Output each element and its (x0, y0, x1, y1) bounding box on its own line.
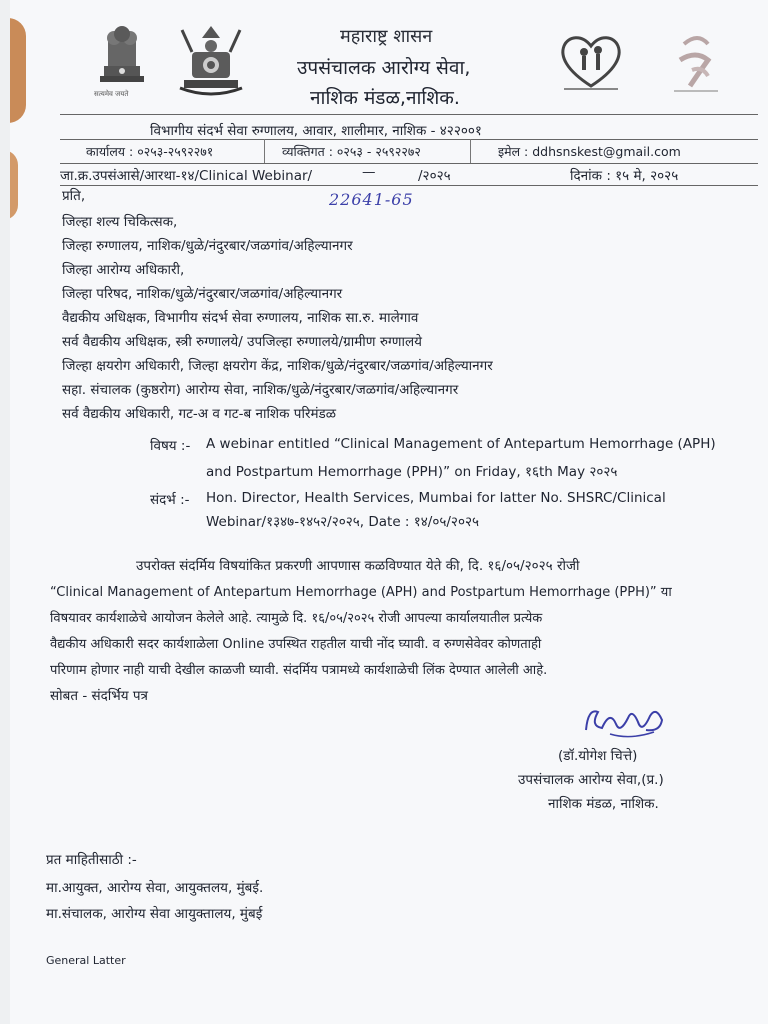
emblem-caption: सत्यमेव जयते (94, 90, 129, 98)
seal-emblem (172, 22, 250, 98)
to-label: प्रति, (62, 188, 86, 204)
header-line-2: उपसंचालक आरोग्य सेवा, (297, 57, 471, 79)
subject-line-2: and Postpartum Hemorrhage (PPH)” on Friday, १६th May २०२५ (206, 464, 618, 480)
recipient-line: सर्व वैद्यकीय अधिकारी, गट-अ व गट-ब नाशिक परिमंडळ (62, 406, 337, 422)
recipient-line: सर्व वैद्यकीय अधिक्षक, स्त्री रुग्णालये/ उपजिल्हा रुग्णालये/ग्रामीण रुग्णालये (62, 334, 422, 350)
body-line: वैद्यकीय अधिकारी सदर कार्यशाळेला Online उपस्थित राहतील याची नोंद घ्यावी. व रुग्णसेवेवर कोणताही (50, 637, 542, 652)
subject-label: विषय :- (150, 438, 191, 454)
signatory-title: उपसंचालक आरोग्य सेवा,(प्र.) (518, 772, 664, 788)
divider (60, 185, 758, 186)
body-line: परिणाम होणार नाही याची देखील काळजी घ्यावी. संदर्मिय पत्रामध्ये कार्यशाळेची लिंक देण्यात आलेली आहे. (50, 663, 548, 678)
handwritten-inward-number: 22641-65 (329, 190, 414, 209)
recipient-line: जिल्हा शल्य चिकित्सक, (62, 214, 178, 230)
department-logo (668, 30, 724, 96)
body-line: विषयावर कार्यशाळेचे आयोजन केलेले आहे. त्यामुळे दि. १६/०५/२०२५ रोजी आपल्या कार्यालयातील प्रत्येक (50, 611, 543, 626)
finger (10, 150, 18, 220)
footer-label: General Latter (46, 954, 126, 967)
reference-year: /२०२५ (418, 168, 451, 184)
copy-item: मा.संचालक, आरोग्य सेवा आयुक्तालय, मुंबई (46, 906, 263, 922)
letter-page (10, 0, 768, 1024)
body-line: उपरोक्त संदर्मिय विषयांकित प्रकरणी आपणास कळविण्यात येते की, दि. १६/०५/२०२५ रोजी (136, 558, 580, 574)
divider (60, 114, 758, 115)
recipient-line: सहा. संचालक (कुष्ठरोग) आरोग्य सेवा, नाशिक/धुळे/नंदुरबार/जळगांव/अहिल्यानगर (62, 382, 459, 398)
divider (60, 139, 758, 140)
reference-dash: — (362, 164, 376, 180)
signatory-name: (डॉ.योगेश चित्ते) (558, 748, 638, 764)
email: इमेल : ddhsnskest@gmail.com (498, 144, 681, 159)
copy-item: मा.आयुक्त, आरोग्य सेवा, आयुक्तलय, मुंबई. (46, 880, 264, 896)
letter-date: दिनांक : १५ मे, २०२५ (570, 168, 679, 184)
subject-line-1: A webinar entitled “Clinical Management of Antepartum Hemorrhage (APH) (206, 436, 716, 452)
finger (10, 18, 26, 123)
body-line: “Clinical Management of Antepartum Hemorrhage (APH) and Postpartum Hemorrhage (PPH)” या (50, 585, 672, 600)
recipient-line: वैद्यकीय अधिक्षक, विभागीय संदर्भ सेवा रुग्णालय, नाशिक सा.रु. मालेगाव (62, 310, 419, 326)
divider (470, 139, 471, 163)
recipient-line: जिल्हा क्षयरोग अधिकारी, जिल्हा क्षयरोग केंद्र, नाशिक/धुळे/नंदुरबार/जळगांव/अहिल्यानगर (62, 358, 493, 374)
personal-phone: व्यक्तिगत : ०२५३ - २५९२२७२ (282, 144, 421, 159)
reference-line-2: Webinar/१३४७-१४५२/२०२५, Date : १४/०५/२०२५ (206, 514, 480, 530)
health-mission-logo (556, 26, 626, 96)
header-line-3: नाशिक मंडळ,नाशिक. (310, 87, 460, 109)
reference-number: जा.क्र.उपसंआसे/आरथा-१४/Clinical Webinar/ (60, 168, 313, 184)
body-line: सोबत - संदर्भिय पत्र (50, 688, 149, 704)
divider (264, 139, 265, 163)
recipient-line: जिल्हा रुग्णालय, नाशिक/धुळे/नंदुरबार/जळगांव/अहिल्यानगर (62, 238, 353, 254)
reference-label: संदर्भ :- (150, 492, 190, 508)
signature-scribble (580, 700, 670, 748)
state-emblem (90, 18, 154, 96)
reference-line-1: Hon. Director, Health Services, Mumbai for latter No. SHSRC/Clinical (206, 490, 666, 506)
copy-label: प्रत माहितीसाठी :- (46, 852, 137, 868)
office-phone: कार्यालय : ०२५३-२५९२२७१ (86, 144, 214, 159)
office-address: विभागीय संदर्भ सेवा रुग्णालय, आवार, शालीमार, नाशिक - ४२२००१ (150, 123, 482, 139)
signatory-place: नाशिक मंडळ, नाशिक. (548, 796, 659, 812)
header-line-1: महाराष्ट्र शासन (340, 26, 433, 47)
divider (60, 163, 758, 164)
recipient-line: जिल्हा परिषद, नाशिक/धुळे/नंदुरबार/जळगांव/अहिल्यानगर (62, 286, 343, 302)
recipient-line: जिल्हा आरोग्य अधिकारी, (62, 262, 185, 278)
